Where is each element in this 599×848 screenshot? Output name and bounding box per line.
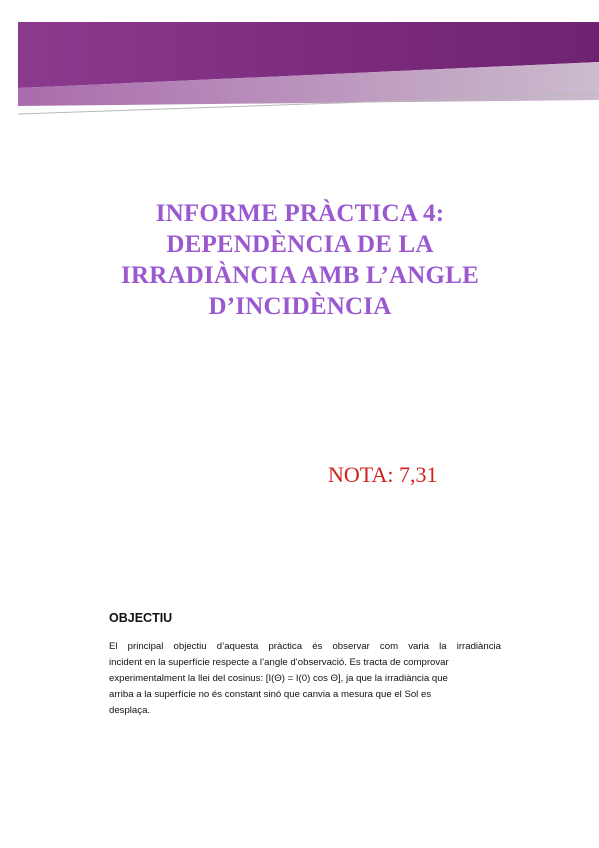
paragraph-line: experimentalment la llei del cosinus: [I(Θ) = I(0) cos Θ], ja que la irradiància que	[109, 673, 448, 684]
paragraph-line: El principal objectiu d’aquesta pràctica és observar com varia la irradiància	[109, 641, 501, 652]
paragraph-line: incident en la superfície respecte a l’angle d’observació. Es tracta de comprovar	[109, 657, 449, 668]
title-line: IRRADIÀNCIA AMB L’ANGLE	[121, 262, 479, 289]
title-line: DEPENDÈNCIA DE LA	[166, 231, 434, 258]
paragraph-line: desplaça.	[109, 705, 151, 716]
report-title	[60, 198, 540, 322]
title-line: INFORME PRÀCTICA 4:	[155, 200, 445, 227]
section-heading: OBJECTIU	[109, 611, 173, 625]
grade-label: NOTA: 7,31	[328, 462, 438, 487]
header-banner	[0, 0, 599, 130]
title-line: D’INCIDÈNCIA	[208, 293, 392, 320]
paragraph-line: arriba a la superfície no és constant sinó que canvia a mesura que el Sol es	[109, 689, 432, 700]
section-paragraph	[109, 639, 501, 719]
